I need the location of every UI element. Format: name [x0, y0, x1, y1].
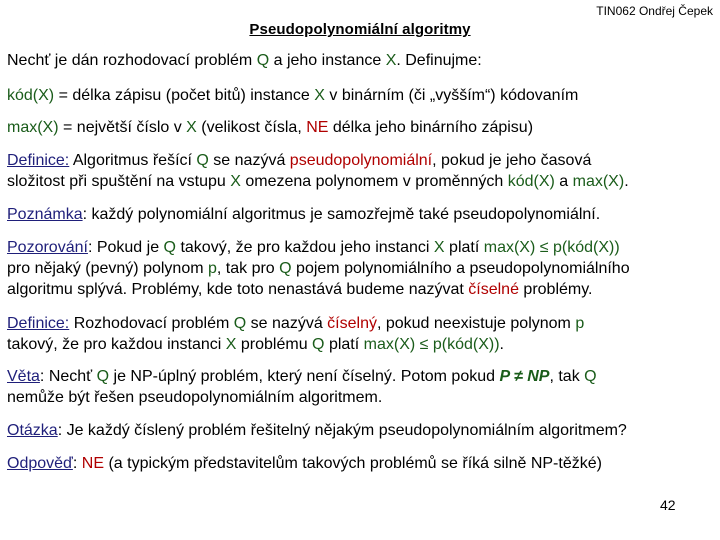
- paragraph-definition-numeric: Definice: Rozhodovací problém Q se nazývá číselný, pokud neexistuje polynom p takový, že pro každou instanci X problému Q platí max(X) ≤ p(kód(X)).: [7, 315, 585, 353]
- page-number: 42: [660, 497, 676, 513]
- answer-label: Odpověď: [7, 455, 73, 472]
- slide-title: Pseudopolynomiální algoritmy: [249, 21, 471, 38]
- paragraph-theorem: Věta: Nechť Q je NP-úplný problém, který není číselný. Potom pokud P ≠ NP, tak Q nemůže být řešen pseudopolynomiálním algoritmem.: [7, 368, 597, 406]
- note-label: Poznámka: [7, 206, 83, 223]
- paragraph-answer: Odpověď: NE (a typickým představitelům takových problémů se říká silně NP-těžké): [7, 455, 602, 472]
- paragraph-question: Otázka: Je každý číslený problém řešitelný nějakým pseudopolynomiálním algoritmem?: [7, 422, 627, 439]
- paragraph-intro: Nechť je dán rozhodovací problém Q a jeho instance X. Definujme:: [7, 52, 482, 69]
- paragraph-observation: Pozorování: Pokud je Q takový, že pro každou jeho instanci X platí max(X) ≤ p(kód(X)) pro nějaký (pevný) polynom p, tak pro Q pojem polynomiálního a pseudopolynomiálního algoritmu splývá. Problémy, kde toto nenastává budeme nazývat číselné problémy.: [7, 239, 630, 298]
- question-label: Otázka: [7, 422, 58, 439]
- paragraph-note: Poznámka: každý polynomiální algoritmus je samozřejmě také pseudopolynomiální.: [7, 206, 601, 223]
- paragraph-kod-definition: kód(X) = délka zápisu (počet bitů) instance X v binárním (či „vyšším“) kódovaním: [7, 87, 579, 104]
- definition-label: Definice:: [7, 315, 70, 332]
- theorem-label: Věta: [7, 368, 40, 385]
- formula: max(X) ≤ p(kód(X)): [483, 239, 620, 256]
- paragraph-max-definition: max(X) = největší číslo v X (velikost čísla, NE délka jeho binárního zápisu): [7, 119, 534, 136]
- definition-label: Definice:: [7, 152, 70, 169]
- course-header: TIN062 Ondřej Čepek: [596, 4, 713, 18]
- observation-label: Pozorování: [7, 239, 88, 256]
- formula: max(X) ≤ p(kód(X)): [363, 336, 500, 353]
- p-neq-np: P ≠ NP: [499, 368, 550, 385]
- paragraph-definition-pseudopolynomial: Definice: Algoritmus řešící Q se nazývá pseudopolynomiální, pokud je jeho časová složitost při spuštění na vstupu X omezena polynomem v proměnných kód(X) a max(X).: [7, 152, 629, 190]
